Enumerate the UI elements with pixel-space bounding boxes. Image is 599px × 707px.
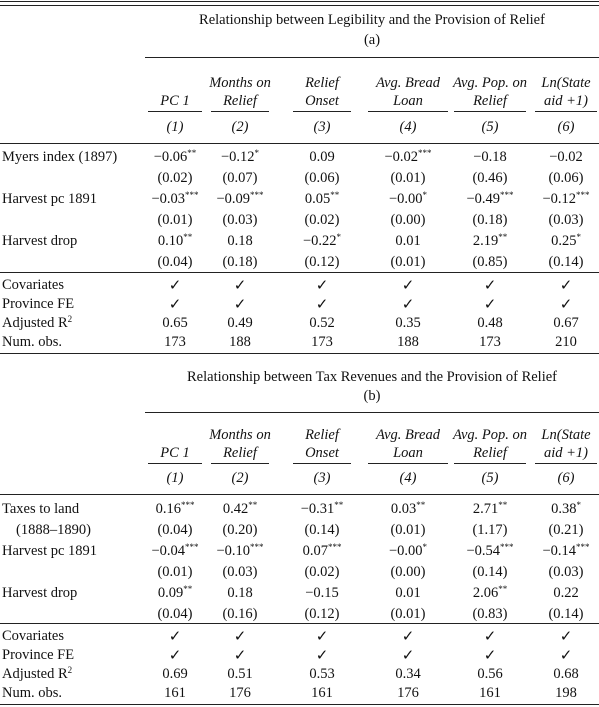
check-mark: ✓ [401,295,415,313]
table-cell [146,584,204,603]
table-cell [209,605,271,624]
significance-stars: *** [576,542,590,552]
footer-cell: 0.51 [227,666,253,682]
table-cell [533,584,599,603]
footer-label: Covariates [2,277,65,293]
table-cell [366,253,450,272]
significance-stars: ** [498,232,508,242]
check-mark: ✓ [233,627,247,645]
footer-cell: 161 [311,685,333,701]
cell-value: (0.07) [222,170,258,186]
table-cell [209,232,271,251]
header-rule [0,143,599,144]
footer-cell: 173 [479,334,501,350]
footer-cell: 0.65 [162,315,188,331]
footer-label: Num. obs. [2,685,63,701]
table-cell [209,211,271,230]
cell-value: −0.22 [302,233,337,249]
column-rule [535,463,597,464]
table-cell [533,542,599,561]
cell-value: (0.03) [222,212,258,228]
cell-value: 0.01 [395,585,421,601]
cell-value: 0.25 [551,233,577,249]
cell-value: −0.02 [549,149,583,165]
column-rule [368,463,448,464]
column-rule [454,111,526,112]
cell-value: (1.17) [472,522,508,538]
cell-value: (0.01) [390,170,426,186]
cell-value: −0.31 [300,501,335,517]
column-header: Relief Onset [305,75,339,109]
table-cell [146,542,204,561]
significance-stars: ** [416,500,426,510]
check-mark: ✓ [559,276,573,294]
table-cell [366,148,450,167]
row-label: Harvest drop [2,585,78,601]
cell-value: (0.01) [390,254,426,270]
table-cell [533,253,599,272]
cell-value: 2.06 [472,585,499,601]
table-cell [146,563,204,582]
panel-title-rule [145,57,599,58]
panel-title: Relationship between Tax Revenues and the Provision of Relief [187,369,557,385]
cell-value: 0.01 [395,233,421,249]
table-cell [209,148,271,167]
column-number: (5) [481,119,499,135]
table-cell [366,169,450,188]
cell-value: (0.00) [390,212,426,228]
footer-cell: 198 [555,685,577,701]
cell-value: −0.18 [473,149,507,165]
cell-value: 2.71 [472,501,499,517]
table-cell [291,605,353,624]
significance-stars: * [576,500,581,510]
check-mark: ✓ [315,646,329,664]
cell-value: (0.00) [390,564,426,580]
footer-cell: 161 [479,685,501,701]
significance-stars: *** [500,190,514,200]
cell-value: (0.18) [472,212,508,228]
table-cell [533,169,599,188]
cell-value: −0.00 [388,191,423,207]
column-header: Avg. Pop. on Relief [452,75,528,109]
column-header: Relief Onset [305,427,339,461]
table-cell [146,148,204,167]
table-cell [452,521,528,540]
cell-value: −0.12 [542,191,577,207]
column-rule [454,463,526,464]
cell-value: (0.02) [157,170,193,186]
table-cell [146,521,204,540]
table-cell [452,148,528,167]
significance-stars: *** [180,500,195,510]
column-header: Months on Relief [209,427,271,461]
rows-rule [0,623,599,624]
check-mark: ✓ [401,627,415,645]
footer-cell: 188 [397,334,419,350]
check-mark: ✓ [315,295,329,313]
check-mark: ✓ [559,627,573,645]
table-cell [146,605,204,624]
table-cell [452,542,528,561]
panel-bottom-rule [0,704,599,705]
significance-stars: ** [334,500,344,510]
table-cell [366,211,450,230]
significance-stars: ** [183,232,193,242]
check-mark: ✓ [559,646,573,664]
table-cell [146,500,204,519]
table-cell [452,169,528,188]
footer-cell: 0.67 [553,315,579,331]
column-header: PC 1 [160,93,190,109]
cell-value: (0.02) [304,564,340,580]
column-header: Ln(State aid +1) [541,75,591,109]
check-mark: ✓ [315,276,329,294]
table-cell [452,211,528,230]
significance-stars: ** [498,584,508,594]
significance-stars: * [254,148,260,158]
check-mark: ✓ [483,276,497,294]
cell-value: (0.04) [157,606,193,622]
check-mark: ✓ [401,276,415,294]
table-cell [291,148,353,167]
cell-value: 0.09 [309,149,335,165]
table-cell [366,605,450,624]
column-header: Months on Relief [209,75,271,109]
footer-cell: 0.35 [395,315,421,331]
table-cell [533,521,599,540]
panel-title: Relationship between Legibility and the Provision of Relief [199,12,545,28]
table-cell [291,542,353,561]
column-rule [535,111,597,112]
cell-value: −0.09 [216,191,251,207]
rows-rule [0,272,599,273]
header-rule [0,494,599,495]
table-cell [533,605,599,624]
footer-cell: 0.69 [162,666,188,682]
cell-value: (0.06) [548,170,584,186]
significance-stars: * [422,190,428,200]
panel-subtitle: (b) [363,388,381,404]
cell-value: 0.38 [551,501,577,517]
column-header: Avg. Bread Loan [376,75,440,109]
row-label: Taxes to land [2,501,80,517]
column-number: (3) [313,470,331,486]
significance-stars: *** [327,542,342,552]
cell-value: (0.14) [548,606,584,622]
column-rule [148,463,202,464]
top-rule-inner [0,5,599,6]
table-cell [291,169,353,188]
table-cell [366,500,450,519]
table-cell [366,232,450,251]
significance-stars: * [576,232,581,242]
column-rule [211,111,269,112]
footer-cell: 161 [164,685,186,701]
footer-label: Covariates [2,628,65,644]
table-cell [209,169,271,188]
cell-value: (0.14) [304,522,340,538]
label-superscript: 2 [67,314,73,324]
table-cell [366,190,450,209]
table-cell [533,190,599,209]
cell-value: (0.03) [222,564,258,580]
footer-cell: 0.34 [395,666,421,682]
table-cell [209,190,271,209]
significance-stars: ** [248,500,258,510]
significance-stars: ** [330,190,340,200]
cell-value: (0.14) [472,564,508,580]
cell-value: −0.03 [151,191,186,207]
cell-value: (0.06) [304,170,340,186]
check-mark: ✓ [168,627,182,645]
table-cell [146,169,204,188]
footer-label: Province FE [2,296,75,312]
column-header: Avg. Pop. on Relief [452,427,528,461]
column-number: (6) [557,119,575,135]
cell-value: (0.03) [548,212,584,228]
column-number: (4) [399,470,417,486]
check-mark: ✓ [168,276,182,294]
column-header: PC 1 [160,445,190,461]
significance-stars: *** [250,542,264,552]
significance-stars: *** [500,542,514,552]
column-number: (2) [231,119,249,135]
cell-value: 0.03 [390,501,417,517]
table-cell [209,500,271,519]
cell-value: (0.83) [472,606,508,622]
cell-value: (0.12) [304,606,340,622]
significance-stars: * [422,542,428,552]
footer-cell: 0.52 [309,315,335,331]
check-mark: ✓ [483,646,497,664]
cell-value: (0.02) [304,212,340,228]
cell-value: (0.18) [222,254,258,270]
label-superscript: 2 [67,665,73,675]
cell-value: (0.46) [472,170,508,186]
table-cell [146,190,204,209]
footer-cell: 188 [229,334,251,350]
table-cell [452,253,528,272]
check-mark: ✓ [401,646,415,664]
row-label: Harvest pc 1891 [2,191,98,207]
check-mark: ✓ [168,295,182,313]
significance-stars: *** [185,542,199,552]
column-number: (4) [399,119,417,135]
cell-value: −0.02 [384,149,419,165]
check-mark: ✓ [233,276,247,294]
cell-value: 0.22 [553,585,579,601]
cell-value: −0.15 [305,585,339,601]
table-cell [146,211,204,230]
row-label: (1888–1890) [16,522,91,538]
significance-stars: ** [498,500,508,510]
column-rule [293,111,351,112]
column-rule [148,111,202,112]
cell-value: (0.01) [390,522,426,538]
check-mark: ✓ [483,295,497,313]
table-cell [452,500,528,519]
footer-cell: 0.56 [477,666,503,682]
table-cell [366,542,450,561]
panel-title-rule [145,412,599,413]
cell-value: −0.00 [388,543,423,559]
row-label: Harvest pc 1891 [2,543,98,559]
top-rule [0,1,599,2]
cell-value: (0.20) [222,522,258,538]
cell-value: (0.04) [157,254,193,270]
table-cell [452,563,528,582]
table-cell [146,253,204,272]
significance-stars: ** [187,148,197,158]
check-mark: ✓ [483,627,497,645]
column-rule [368,111,448,112]
row-label: Myers index (1897) [2,149,118,165]
cell-value: (0.01) [157,564,193,580]
footer-cell: 0.49 [227,315,253,331]
table-cell [291,211,353,230]
footer-cell: 0.68 [553,666,579,682]
cell-value: 0.07 [302,543,328,559]
table-cell [291,232,353,251]
table-cell [209,584,271,603]
footer-cell: 173 [164,334,186,350]
cell-value: −0.10 [216,543,251,559]
column-header: Avg. Bread Loan [376,427,440,461]
significance-stars: *** [250,190,264,200]
table-cell [533,500,599,519]
cell-value: −0.06 [153,149,188,165]
footer-cell: 173 [311,334,333,350]
panel-bottom-rule [0,353,599,354]
footer-label: Adjusted $R^2$ [2,665,73,682]
table-cell [291,521,353,540]
significance-stars: *** [418,148,432,158]
table-cell [291,563,353,582]
table-cell [209,521,271,540]
table-cell [291,190,353,209]
significance-stars: *** [576,190,590,200]
footer-label: Num. obs. [2,334,63,350]
cell-value: −0.12 [220,149,255,165]
significance-stars: *** [185,190,199,200]
significance-stars: * [336,232,342,242]
cell-value: (0.16) [222,606,258,622]
cell-value: (0.03) [548,564,584,580]
cell-value: (0.01) [157,212,193,228]
column-number: (3) [313,119,331,135]
table-cell [291,584,353,603]
column-rule [293,463,351,464]
cell-value: 0.09 [157,585,184,601]
cell-value: 2.19 [472,233,499,249]
table-cell [366,563,450,582]
cell-value: (0.21) [548,522,584,538]
table-cell [533,148,599,167]
cell-value: (0.01) [390,606,426,622]
table-cell [209,563,271,582]
panel-subtitle: (a) [363,32,381,48]
table-cell [209,253,271,272]
cell-value: 0.18 [227,585,253,601]
column-rule [211,463,269,464]
cell-value: 0.42 [222,501,249,517]
cell-value: −0.04 [151,543,186,559]
table-cell [291,253,353,272]
cell-value: 0.05 [304,191,331,207]
check-mark: ✓ [168,646,182,664]
cell-value: −0.49 [466,191,501,207]
table-cell [452,584,528,603]
table-cell [452,605,528,624]
cell-value: 0.16 [155,501,181,517]
column-number: (2) [231,470,249,486]
table-cell [291,500,353,519]
table-cell [533,211,599,230]
cell-value: −0.14 [542,543,577,559]
column-number: (6) [557,470,575,486]
cell-value: (0.12) [304,254,340,270]
column-number: (5) [481,470,499,486]
footer-cell: 0.48 [477,315,503,331]
table-cell [366,584,450,603]
footer-label: Adjusted $R^2$ [2,314,73,331]
footer-cell: 210 [555,334,577,350]
cell-value: 0.18 [227,233,253,249]
table-cell [209,542,271,561]
row-label: Harvest drop [2,233,78,249]
footer-cell: 176 [229,685,251,701]
table-cell [533,232,599,251]
column-number: (1) [166,470,184,486]
column-header: Ln(State aid +1) [541,427,591,461]
footer-label: Province FE [2,647,75,663]
table-cell [366,521,450,540]
table-cell [533,563,599,582]
check-mark: ✓ [233,295,247,313]
cell-value: (0.04) [157,522,193,538]
cell-value: −0.54 [466,543,501,559]
check-mark: ✓ [559,295,573,313]
footer-cell: 176 [397,685,419,701]
check-mark: ✓ [233,646,247,664]
check-mark: ✓ [315,627,329,645]
cell-value: (0.14) [548,254,584,270]
table-cell [146,232,204,251]
cell-value: (0.85) [472,254,508,270]
cell-value: 0.10 [157,233,184,249]
table-cell [452,232,528,251]
column-number: (1) [166,119,184,135]
footer-cell: 0.53 [309,666,335,682]
significance-stars: ** [183,584,193,594]
table-cell [452,190,528,209]
